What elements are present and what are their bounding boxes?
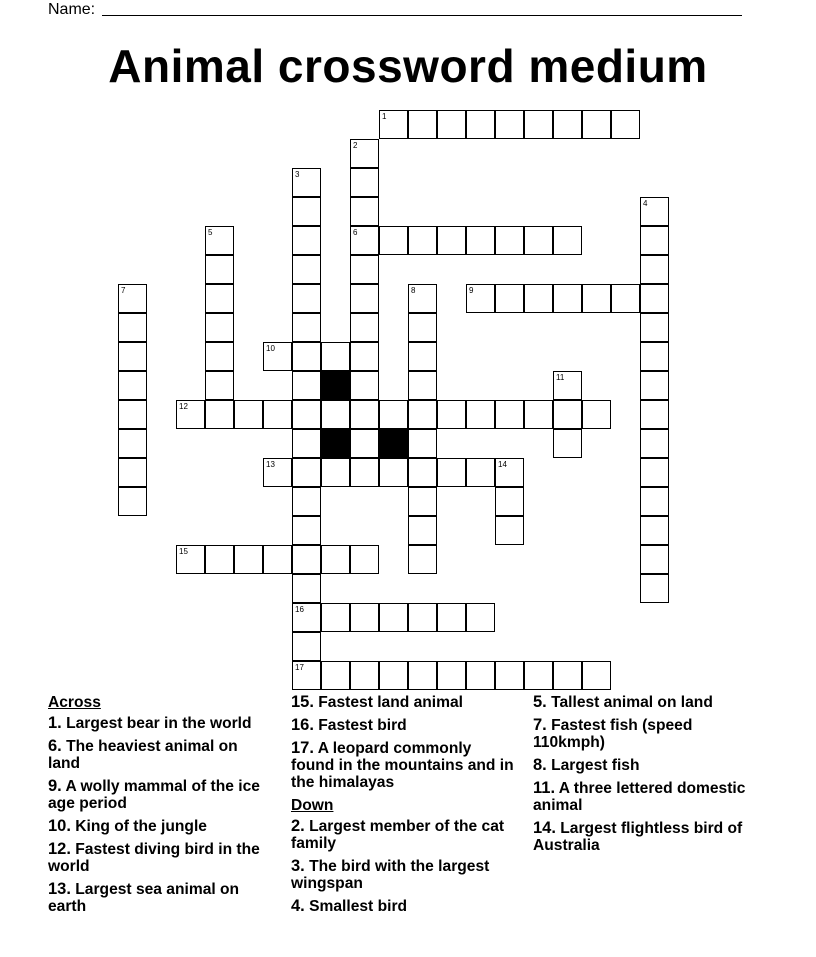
clue-down-7: 7. Fastest fish (speed 110kmph) [533,716,693,751]
grid-cell[interactable] [524,226,553,255]
grid-cell[interactable] [292,371,321,400]
grid-cell[interactable] [379,400,408,429]
grid-cell[interactable] [553,400,582,429]
clue-down-8: 8. Largest fish [533,756,640,774]
clue-down-3: 3. The bird with the largest wingspan [291,857,490,892]
grid-cell[interactable] [118,342,147,371]
grid-cell[interactable] [321,661,350,690]
grid-cell[interactable] [292,574,321,603]
clue-column-3 [533,694,748,860]
grid-cell[interactable] [118,400,147,429]
grid-cell[interactable] [466,400,495,429]
grid-cell[interactable] [408,313,437,342]
grid-cell[interactable] [263,458,292,487]
clue-across-15: 15. Fastest land animal [291,693,464,711]
grid-cell[interactable] [234,400,263,429]
grid-cell[interactable] [350,371,379,400]
grid-cell[interactable] [640,313,669,342]
black-square [321,429,350,458]
grid-cell[interactable] [292,313,321,342]
grid-cell[interactable] [524,284,553,313]
grid-cell[interactable] [292,226,321,255]
grid-cell[interactable] [408,516,437,545]
grid-cell[interactable] [640,226,669,255]
clue-across-13: 13. Largest sea animal on earth [48,880,240,915]
clue-number: 9 [469,286,474,295]
grid-cell[interactable] [495,226,524,255]
grid-cell[interactable] [205,284,234,313]
grid-cell[interactable] [640,458,669,487]
grid-cell[interactable] [553,371,582,400]
grid-cell[interactable] [640,574,669,603]
clue-number: 7 [121,286,126,295]
clue-across-12: 12. Fastest diving bird in the world [48,840,260,875]
grid-cell[interactable] [118,284,147,313]
grid-cell[interactable] [495,400,524,429]
grid-cell[interactable] [408,342,437,371]
clue-down-14: 14. Largest flightless bird of Australia [533,819,743,854]
grid-cell[interactable] [292,342,321,371]
grid-cell[interactable] [350,168,379,197]
grid-cell[interactable] [321,458,350,487]
grid-cell[interactable] [640,516,669,545]
grid-cell[interactable] [553,661,582,690]
grid-cell[interactable] [466,226,495,255]
clue-number: 14 [498,460,507,469]
grid-cell[interactable] [408,487,437,516]
grid-cell[interactable] [437,400,466,429]
clue-down-4: 4. Smallest bird [291,897,408,915]
name-label: Name: [48,1,96,18]
grid-cell[interactable] [582,400,611,429]
grid-cell[interactable] [118,371,147,400]
grid-cell[interactable] [379,603,408,632]
grid-cell[interactable] [582,661,611,690]
clue-number: 12 [179,402,188,411]
grid-cell[interactable] [205,400,234,429]
down-heading: Down [291,797,334,814]
grid-cell[interactable] [292,255,321,284]
grid-cell[interactable] [495,284,524,313]
page-title: Animal crossword medium [108,40,708,92]
grid-cell[interactable] [495,516,524,545]
grid-cell[interactable] [176,545,205,574]
grid-cell[interactable] [292,429,321,458]
grid-cell[interactable] [379,661,408,690]
grid-cell[interactable] [350,661,379,690]
grid-cell[interactable] [379,226,408,255]
grid-cell[interactable] [466,661,495,690]
clue-across-9: 9. A wolly mammal of the ice age period [48,777,260,812]
clue-number: 6 [353,228,358,237]
grid-cell[interactable] [611,284,640,313]
grid-cell[interactable] [408,226,437,255]
grid-cell[interactable] [263,545,292,574]
grid-cell[interactable] [640,284,669,313]
black-square [379,429,408,458]
grid-cell[interactable] [408,545,437,574]
clue-down-5: 5. Tallest animal on land [533,693,713,711]
grid-cell[interactable] [176,400,205,429]
grid-cell[interactable] [350,603,379,632]
clue-down-2: 2. Largest member of the cat family [291,817,505,852]
grid-cell[interactable] [292,545,321,574]
grid-cell[interactable] [292,603,321,632]
grid-cell[interactable] [553,110,582,139]
grid-cell[interactable] [408,110,437,139]
grid-cell[interactable] [408,603,437,632]
grid-cell[interactable] [640,342,669,371]
grid-cell[interactable] [118,429,147,458]
grid-cell[interactable] [408,429,437,458]
clue-number: 16 [295,605,304,614]
grid-cell[interactable] [292,487,321,516]
grid-cell[interactable] [379,110,408,139]
grid-cell[interactable] [350,342,379,371]
grid-cell[interactable] [437,226,466,255]
grid-cell[interactable] [640,255,669,284]
grid-cell[interactable] [321,400,350,429]
grid-cell[interactable] [466,110,495,139]
clue-across-17: 17. A leopard commonly found in the mountains and in the himalayas [291,739,514,791]
grid-cell[interactable] [524,661,553,690]
black-square [321,371,350,400]
grid-cell[interactable] [234,545,263,574]
clue-number: 15 [179,547,188,556]
grid-cell[interactable] [495,110,524,139]
grid-cell[interactable] [205,226,234,255]
grid-cell[interactable] [292,197,321,226]
grid-cell[interactable] [205,313,234,342]
grid-cell[interactable] [437,458,466,487]
grid-cell[interactable] [553,284,582,313]
grid-cell[interactable] [350,255,379,284]
grid-cell[interactable] [292,284,321,313]
grid-cell[interactable] [640,371,669,400]
grid-cell[interactable] [553,226,582,255]
clue-number: 8 [411,286,416,295]
grid-cell[interactable] [205,342,234,371]
grid-cell[interactable] [437,661,466,690]
grid-cell[interactable] [321,545,350,574]
grid-cell[interactable] [118,487,147,516]
grid-cell[interactable] [263,400,292,429]
grid-cell[interactable] [640,197,669,226]
grid-cell[interactable] [350,226,379,255]
clue-column-2 [291,694,516,921]
grid-cell[interactable] [321,603,350,632]
grid-cell[interactable] [582,284,611,313]
grid-cell[interactable] [292,632,321,661]
grid-cell[interactable] [379,458,408,487]
grid-cell[interactable] [640,487,669,516]
grid-cell[interactable] [350,400,379,429]
grid-cell[interactable] [118,313,147,342]
grid-cell[interactable] [350,139,379,168]
grid-cell[interactable] [350,284,379,313]
grid-cell[interactable] [553,429,582,458]
grid-cell[interactable] [611,110,640,139]
clue-column-1 [48,694,273,921]
clue-number: 4 [643,199,648,208]
grid-cell[interactable] [292,400,321,429]
grid-cell[interactable] [263,342,292,371]
grid-cell[interactable] [524,400,553,429]
grid-cell[interactable] [466,284,495,313]
grid-cell[interactable] [408,400,437,429]
clue-down-11: 11. A three lettered domestic animal [533,779,746,814]
grid-cell[interactable] [495,661,524,690]
clue-number: 17 [295,663,304,672]
clue-number: 2 [353,141,358,150]
grid-cell[interactable] [582,110,611,139]
grid-cell[interactable] [466,603,495,632]
grid-cell[interactable] [292,661,321,690]
clue-across-10: 10. King of the jungle [48,817,207,835]
grid-cell[interactable] [350,458,379,487]
grid-cell[interactable] [466,458,495,487]
grid-cell[interactable] [524,110,553,139]
grid-cell[interactable] [640,400,669,429]
grid-cell[interactable] [118,458,147,487]
grid-cell[interactable] [495,458,524,487]
grid-cell[interactable] [437,110,466,139]
grid-cell[interactable] [640,545,669,574]
grid-cell[interactable] [205,255,234,284]
clue-number: 13 [266,460,275,469]
clue-across-1: 1. Largest bear in the world [48,714,252,732]
grid-cell[interactable] [205,371,234,400]
grid-cell[interactable] [408,284,437,313]
clue-number: 1 [382,112,387,121]
grid-cell[interactable] [437,603,466,632]
grid-cell[interactable] [292,516,321,545]
clue-number: 3 [295,170,300,179]
grid-cell[interactable] [292,168,321,197]
grid-cell[interactable] [350,545,379,574]
grid-cell[interactable] [408,661,437,690]
clue-number: 5 [208,228,213,237]
across-heading: Across [48,694,101,711]
clue-number: 11 [556,373,565,382]
grid-cell[interactable] [408,371,437,400]
grid-cell[interactable] [640,429,669,458]
grid-cell[interactable] [321,342,350,371]
grid-cell[interactable] [350,429,379,458]
grid-cell[interactable] [350,197,379,226]
grid-cell[interactable] [408,458,437,487]
grid-cell[interactable] [292,458,321,487]
clue-across-16: 16. Fastest bird [291,716,407,734]
grid-cell[interactable] [205,545,234,574]
grid-cell[interactable] [350,313,379,342]
clue-across-6: 6. The heaviest animal on land [48,737,238,772]
grid-cell[interactable] [495,487,524,516]
clue-number: 10 [266,344,275,353]
